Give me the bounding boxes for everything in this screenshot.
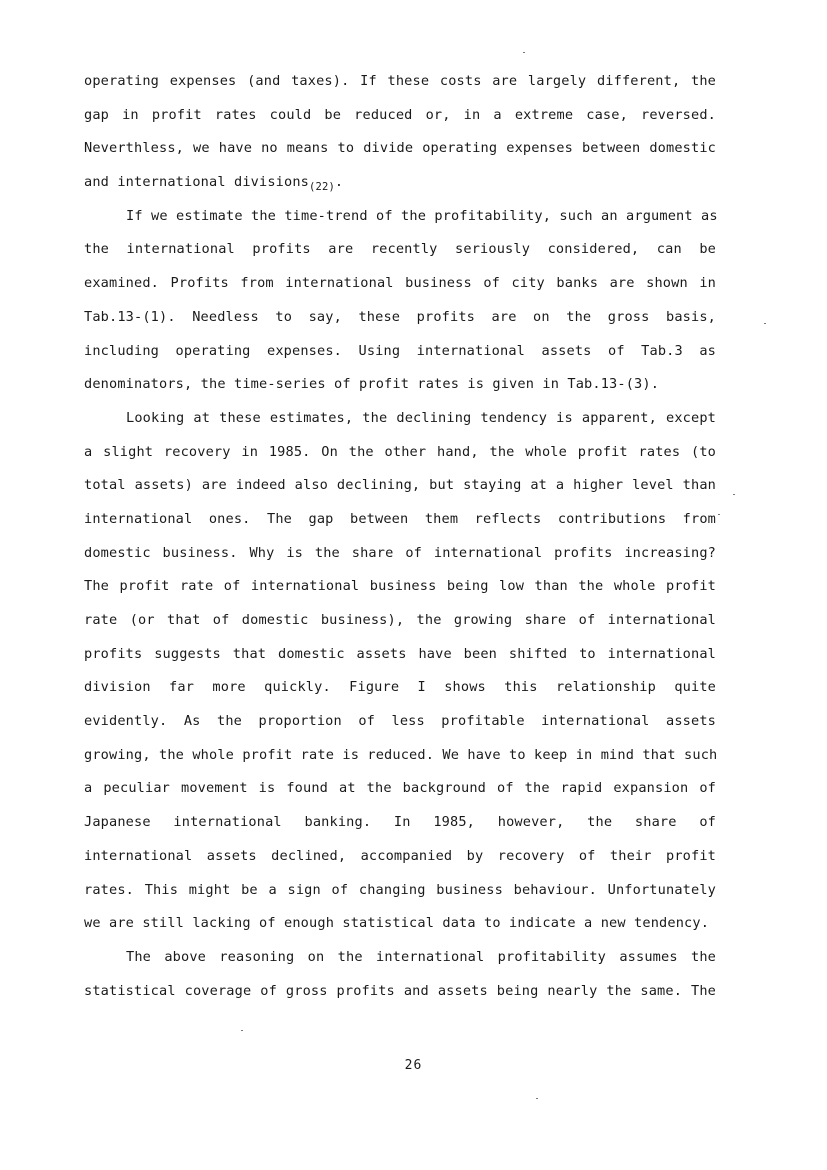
scan-speck bbox=[764, 323, 766, 324]
scan-speck bbox=[523, 52, 525, 53]
text-line bbox=[84, 709, 716, 743]
text-line-content: If we estimate the time-trend of the profitability, such an argument as bbox=[126, 207, 718, 224]
text-line bbox=[84, 979, 716, 1013]
text-line-content: we are still lacking of enough statistical data to indicate a new tendency. bbox=[84, 915, 710, 932]
body-text bbox=[84, 69, 716, 1012]
text-line bbox=[84, 170, 716, 204]
text-line bbox=[84, 675, 716, 709]
text-line-content: Looking at these estimates, the declining tendency is apparent, except bbox=[126, 409, 716, 426]
text-line-content: international ones. The gap between them reflects contributions from bbox=[84, 510, 716, 527]
text-line-content: denominators, the time-series of profit rates is given in Tab.13-(3). bbox=[84, 376, 660, 393]
text-line-content: The profit rate of international business being low than the whole profit bbox=[84, 578, 716, 595]
text-line bbox=[84, 69, 716, 103]
text-line-content: Tab.13-(1). Needless to say, these profits are on the gross basis, bbox=[84, 308, 716, 325]
text-line-content: operating expenses (and taxes). If these costs are largely different, the bbox=[84, 73, 716, 89]
text-line-content: the international profits are recently seriously considered, can be bbox=[84, 241, 716, 258]
text-line bbox=[84, 473, 716, 507]
text-line bbox=[84, 204, 716, 238]
text-line bbox=[84, 844, 716, 878]
text-line bbox=[84, 271, 716, 305]
text-line-content: including operating expenses. Using international assets of Tab.3 as bbox=[84, 342, 716, 359]
text-line-content: Neverthless, we have no means to divide operating expenses between domestic bbox=[84, 140, 716, 157]
text-line bbox=[84, 440, 716, 474]
text-line-content: evidently. As the proportion of less profitable international assets bbox=[84, 713, 716, 730]
text-line bbox=[84, 878, 716, 912]
footnote-reference: (22) bbox=[309, 181, 335, 194]
text-line bbox=[84, 237, 716, 271]
text-line-content: profits suggests that domestic assets have been shifted to international bbox=[84, 645, 716, 662]
text-line-content: gap in profit rates could be reduced or, in a extreme case, reversed. bbox=[84, 106, 716, 123]
text-line bbox=[84, 339, 716, 373]
scan-speck bbox=[241, 1030, 243, 1031]
text-line bbox=[84, 911, 716, 945]
text-line-content: international assets declined, accompanied by recovery of their profit bbox=[84, 847, 716, 864]
scan-speck bbox=[718, 514, 720, 515]
text-line bbox=[84, 136, 716, 170]
text-line-content: and international divisions bbox=[84, 174, 310, 191]
page-number: 26 bbox=[404, 1058, 423, 1073]
text-line bbox=[84, 743, 716, 777]
text-line-suffix: . bbox=[334, 174, 344, 191]
text-line-content: a peculiar movement is found at the background of the rapid expansion of bbox=[84, 780, 716, 797]
text-line-content: rate (or that of domestic business), the growing share of international bbox=[84, 612, 716, 628]
text-line-content: Japanese international banking. In 1985, however, the share of bbox=[84, 814, 716, 831]
text-line bbox=[84, 642, 716, 676]
scan-speck bbox=[536, 1098, 538, 1099]
text-line bbox=[84, 305, 716, 339]
text-line bbox=[84, 810, 716, 844]
text-line bbox=[84, 103, 716, 137]
text-line-content: The above reasoning on the international profitability assumes the bbox=[126, 948, 716, 965]
text-line-content: rates. This might be a sign of changing business behaviour. Unfortunately bbox=[84, 881, 716, 898]
scan-speck bbox=[733, 494, 735, 495]
text-line-content: division far more quickly. Figure I shows this relationship quite bbox=[84, 679, 716, 696]
text-line-content: examined. Profits from international business of city banks are shown in bbox=[84, 275, 716, 292]
text-line-content: domestic business. Why is the share of international profits increasing? bbox=[84, 544, 716, 561]
text-line-content: a slight recovery in 1985. On the other hand, the whole profit rates (to bbox=[84, 443, 716, 460]
text-line bbox=[84, 574, 716, 608]
text-line-content: growing, the whole profit rate is reduced. We have to keep in mind that such bbox=[84, 746, 718, 763]
text-line-content: total assets) are indeed also declining, but staying at a higher level than bbox=[84, 477, 716, 494]
text-line bbox=[84, 945, 716, 979]
text-line bbox=[84, 608, 716, 642]
text-line bbox=[84, 776, 716, 810]
text-line bbox=[84, 372, 716, 406]
text-line bbox=[84, 406, 716, 440]
text-line bbox=[84, 507, 716, 541]
text-line bbox=[84, 541, 716, 575]
text-line-content: statistical coverage of gross profits and assets being nearly the same. The bbox=[84, 982, 716, 999]
